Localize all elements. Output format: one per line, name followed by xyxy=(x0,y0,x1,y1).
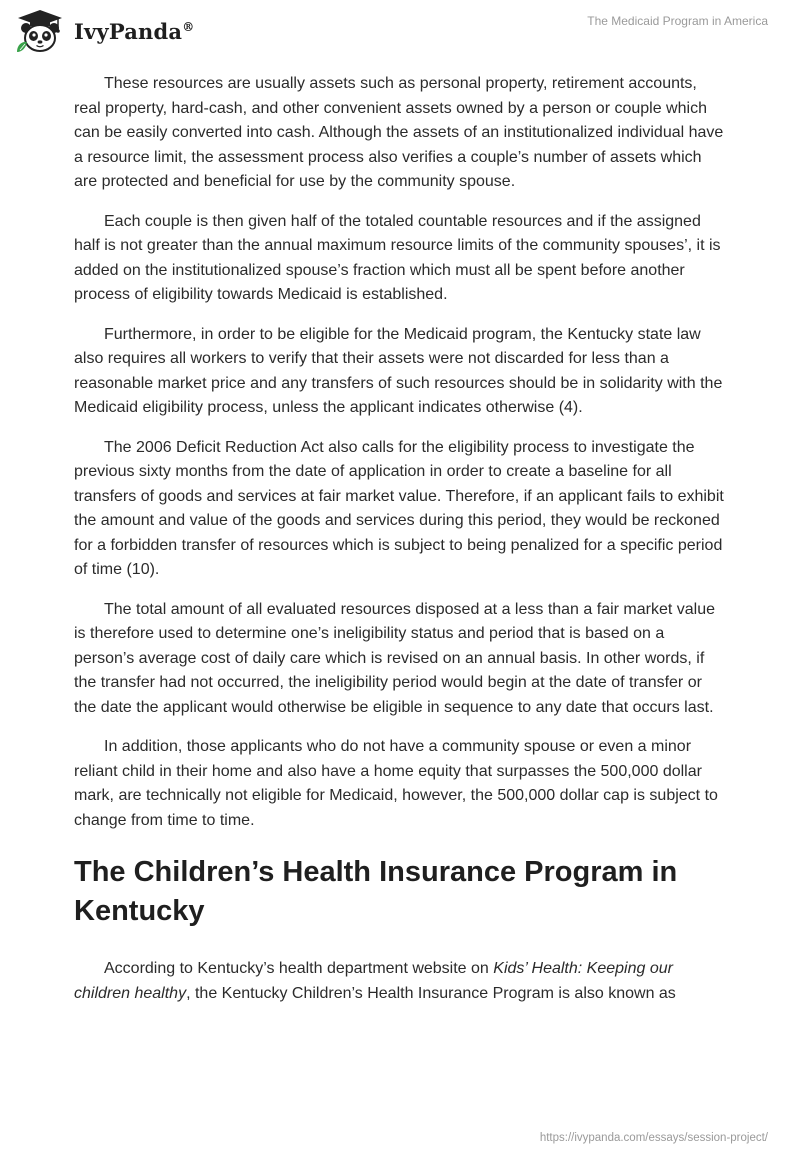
paragraph: In addition, those applicants who do not have a community spouse or even a minor reliant child in their home and also have a home equity that surpasses the 500,000 dollar mark, are technically not eligible for Medicaid, however, the 500,000 dollar cap is subject to change from time to time. xyxy=(74,738,718,829)
paragraph: The total amount of all evaluated resources disposed at a less than a fair market value is therefore used to determine one’s ineligibility status and period that is based on a person’s average cost of daily care which is revised on an annual basis. In other words, if the transfer had not occurred, the ineligibility period would begin at the date of transfer or the date the applicant would otherwise be eligible in sequence to any date that occurs last. xyxy=(74,600,716,716)
page-header xyxy=(0,0,800,62)
paragraph-text: According to Kentucky’s health department website on xyxy=(104,960,494,977)
cited-title: Kids’ Health: Keeping our children healthy xyxy=(74,960,673,1002)
section-heading: The Children’s Health Insurance Program in Kentucky xyxy=(74,856,678,927)
paragraph: The 2006 Deficit Reduction Act also calls for the eligibility process to investigate the previous sixty months from the date of application in order to create a baseline for all transfers of goods and services at fair market value. Therefore, if an applicant fails to exhibit the amount and value of the goods and services during this period, they would be reckoned for a forbidden transfer of resources which is subject to being penalized for a specific period of time (10). xyxy=(74,438,724,578)
registered-mark: ® xyxy=(182,19,195,34)
ivypanda-logo[interactable] xyxy=(14,8,194,54)
brand-name: IvyPanda® xyxy=(74,18,195,44)
source-url[interactable]: https://ivypanda.com/essays/session-project/ xyxy=(539,1132,768,1144)
essay-content xyxy=(74,72,726,1021)
paragraph xyxy=(74,957,726,1006)
paragraph: These resources are usually assets such as personal property, retirement accounts, real property, hard-cash, and other convenient assets owned by a person or couple which can be easily converted into cash. Although the assets of an institutionalized individual have a resource limit, the assessment process also verifies a couple’s number of assets which are protected and beneficial for use by the community spouse. xyxy=(74,75,724,190)
document-title: The Medicaid Program in America xyxy=(587,14,768,28)
paragraph: Each couple is then given half of the totaled countable resources and if the assigned half is not greater than the annual maximum resource limits of the community spouses’, it is added on the institutionalized spouse’s fraction which must all be spent before another process of eligibility towards Medicaid is established. xyxy=(74,212,721,303)
panda-logo-icon xyxy=(14,8,66,54)
paragraph-text: , the Kentucky Children’s Health Insurance Program is also known as xyxy=(186,984,676,1002)
paragraph: Furthermore, in order to be eligible for the Medicaid program, the Kentucky state law also requires all workers to verify that their assets were not discarded for less than a reasonable market price and any transfers of such resources should be in solidarity with the Medicaid eligibility process, unless the applicant indicates otherwise (4). xyxy=(74,325,723,416)
